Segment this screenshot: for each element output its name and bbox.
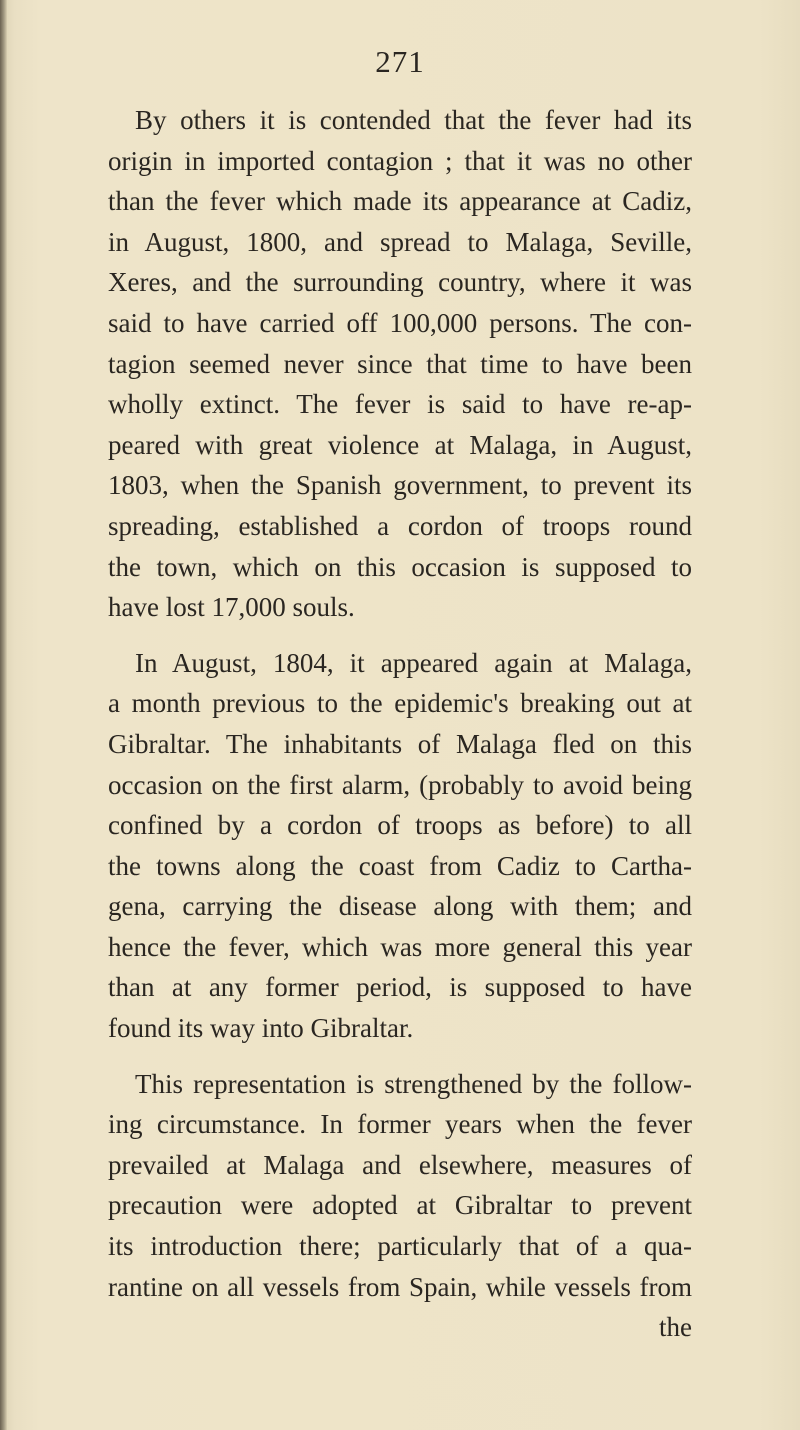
text-line: than at any former period, is supposed to have — [108, 972, 692, 1003]
text-line: tagion seemed never since that time to have been — [108, 348, 692, 379]
text-line: its introduction there; particularly that of a qua- — [108, 1231, 692, 1262]
text-line: have lost 17,000 souls. — [108, 592, 355, 623]
text-line: hence the fever, which was more general this year — [108, 931, 692, 962]
text-line: wholly extinct. The fever is said to have re-ap- — [108, 389, 692, 420]
text-line: This representation is strengthened by the follow- — [135, 1068, 692, 1099]
text-line: In August, 1804, it appeared again at Malaga, — [135, 647, 692, 678]
paragraph-1 — [108, 100, 692, 628]
text-line: than the fever which made its appearance at Cadiz, — [108, 186, 692, 217]
text-line: the towns along the coast from Cadiz to Cartha- — [108, 850, 692, 881]
text-line: said to have carried off 100,000 persons. The con- — [108, 307, 692, 338]
text-line: in August, 1800, and spread to Malaga, Seville, — [108, 226, 692, 257]
text-line: the town, which on this occasion is supposed to — [108, 551, 692, 582]
page-number: 271 — [375, 44, 425, 79]
text-line: prevailed at Malaga and elsewhere, measures of — [108, 1149, 692, 1180]
text-line: rantine on all vessels from Spain, while vessels from — [108, 1271, 692, 1302]
text-line: precaution were adopted at Gibraltar to prevent — [108, 1190, 692, 1221]
binding-edge — [0, 0, 7, 1430]
text-line: Xeres, and the surrounding country, where it was — [108, 267, 692, 298]
text-line: Gibraltar. The inhabitants of Malaga fled on this — [108, 728, 692, 759]
text-line: found its way into Gibraltar. — [108, 1013, 414, 1044]
text-line: 1803, when the Spanish government, to prevent its — [108, 470, 692, 501]
paragraph-3 — [108, 1064, 692, 1348]
text-line: gena, carrying the disease along with them; and — [108, 891, 692, 922]
text-line: confined by a cordon of troops as before) to all — [108, 810, 692, 841]
text-line: origin in imported contagion ; that it was no other — [108, 145, 692, 176]
text-line: spreading, established a cordon of troops round — [108, 510, 692, 541]
paragraph-2 — [108, 643, 692, 1049]
catchword: the — [659, 1312, 692, 1343]
text-line: ing circumstance. In former years when the fever — [108, 1109, 692, 1140]
body-text — [108, 100, 692, 1348]
text-line: occasion on the first alarm, (probably to avoid being — [108, 769, 692, 800]
text-line: peared with great violence at Malaga, in August, — [108, 429, 692, 460]
text-line: a month previous to the epidemic's breaking out at — [108, 688, 692, 719]
text-line: By others it is contended that the fever had its — [135, 105, 692, 135]
